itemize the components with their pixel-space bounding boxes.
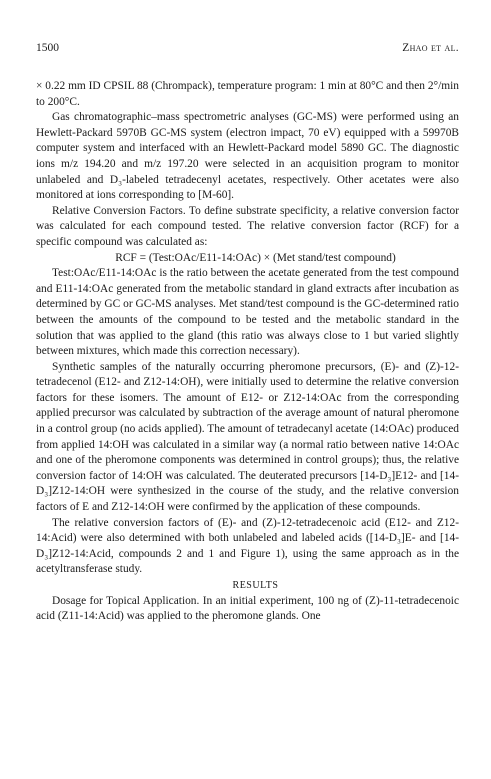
rcf-equation: RCF = (Test:OAc/E11-14:OAc) × (Met stand/test compound): [115, 251, 396, 264]
paragraph-gc-program: × 0.22 mm ID CPSIL 88 (Chrompack), temperature program: 1 min at 80°C and then 2°/min to 200°C.: [36, 80, 459, 108]
paragraph-test-ratio: Test:OAc/E11-14:OAc is the ratio between the acetate generated from the test compound and E11-14:OAc generated from the metabolic standard in gland extracts after incubation as determined by GC or GC-MS analyses. Met stand/test compound is the GC-determined ratio between the amounts of the compound to be tested and the metabolic standard in the solution that was applied to the gland (this ratio was always close to 1 but varied slightly between mixtures, which made this correction necessary).: [36, 267, 459, 358]
paragraph-gcms: Gas chromatographic–mass spectrometric analyses (GC-MS) were performed using an Hewlett-Packard 5970B GC-MS system (electron impact, 70 eV) equipped with a 59970B computer system and interfaced with an Hewlett-Packard model 5890 GC. The diagnostic ions m/z 194.20 and m/z 197.20 were selected in an acquisition program to monitor unlabeled and D₃-labeled tetradecenyl acetates, respectively. Other acetates were also monitored at ions corresponding to [M-60].: [36, 111, 459, 202]
page-header: [36, 42, 459, 58]
body-text: [36, 79, 459, 625]
paragraph-synthetic-samples: Synthetic samples of the naturally occurring pheromone precursors, (E)- and (Z)-12-tetradecenol (E12- and Z12-14:OH), were initially used to determine the relative conversion factors for these isomers. The amount of E12- or Z12-14:OAc from the corresponding applied precursor was calculated by subtraction of the average amount of natural pheromone in a control group (no acids applied). The amount of tetradecanyl acetate (14:OAc) produced from applied 14:OH was calculated in a similar way (a normal ratio between native 14:OAc and one of the pheromone components was determined in control groups); thus, the relative conversion factor of 14:OH was calculated. The deuterated precursors [14-D₃]E12- and [14-D₃]Z12-14:OH were synthesized in the course of the study, and the relative conversion factors of E and Z12-14:OH were confirmed by the application of these compounds.: [36, 360, 459, 514]
section-heading-results: RESULTS: [232, 580, 279, 591]
paragraph-dosage: Dosage for Topical Application. In an initial experiment, 100 ng of (Z)-11-tetradecenoic acid (Z11-14:Acid) was applied to the pheromone glands. One: [36, 594, 459, 623]
page-number: 1500: [36, 42, 59, 54]
paragraph-acid-conversion: The relative conversion factors of (E)- and (Z)-12-tetradecenoic acid (E12- and Z12-14:Acid) were also determined with both unlabeled and labeled acids ([14-D₃]E- and [14-D₃]Z12-14:Acid, compounds 2 and 1 and Figure 1), using the same approach as in the acetyltransferase study.: [36, 516, 459, 576]
paragraph-relative-conversion: Relative Conversion Factors. To define substrate specificity, a relative conversion factor was calculated for each compound tested. The relative conversion factor (RCF) for a specific compound was calculated as:: [36, 204, 459, 248]
running-head: Zhao et al.: [402, 42, 459, 54]
